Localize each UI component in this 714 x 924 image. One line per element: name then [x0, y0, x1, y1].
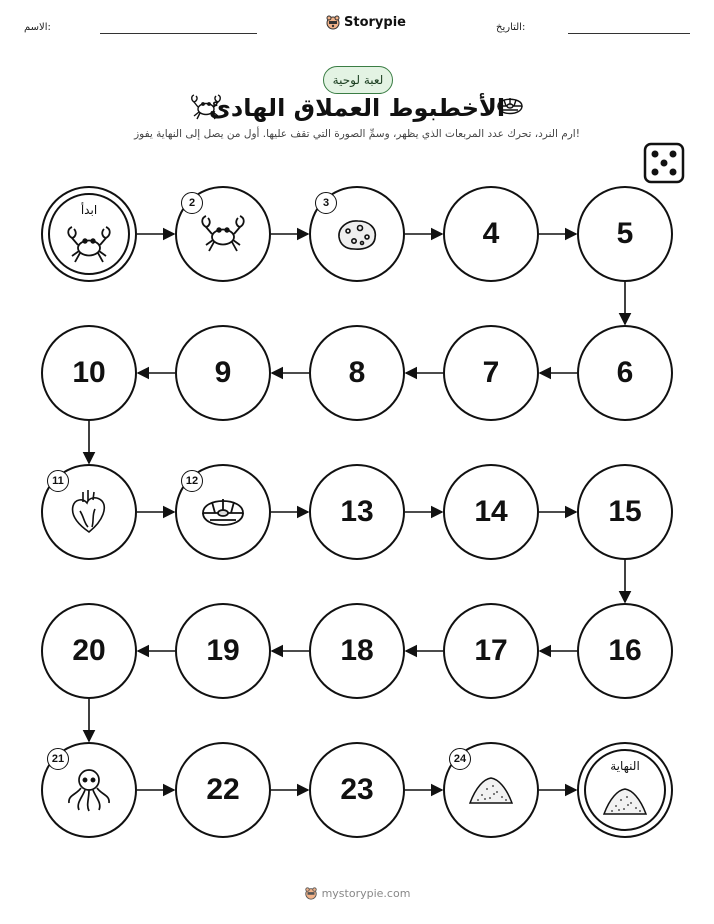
- board-cell-1: [41, 186, 137, 282]
- board-cell-21: [41, 742, 137, 838]
- clam-icon: [198, 487, 248, 537]
- board-cell-5: [577, 186, 673, 282]
- board-cell-7: [443, 325, 539, 421]
- octopus-icon: [64, 765, 114, 815]
- board-cell-4: [443, 186, 539, 282]
- cell-number-badge: 11: [47, 470, 69, 492]
- cell-number: 18: [340, 634, 374, 667]
- cell-number: 5: [616, 217, 634, 250]
- cell-number-badge: 2: [181, 192, 203, 214]
- board-cell-16: [577, 603, 673, 699]
- heart-icon: [64, 487, 114, 537]
- cell-number: 4: [482, 217, 500, 250]
- cell-number: 7: [482, 356, 500, 389]
- board-cell-20: [41, 603, 137, 699]
- sand-icon: [600, 776, 650, 826]
- board-cell-22: [175, 742, 271, 838]
- cell-number: 23: [340, 773, 374, 806]
- cell-number: 16: [608, 634, 642, 667]
- board-cell-11: [41, 464, 137, 560]
- cell-number: 10: [72, 356, 106, 389]
- rock-icon: [332, 209, 382, 259]
- footer: [0, 886, 714, 900]
- cell-number: 20: [72, 634, 106, 667]
- cell-number-badge: 24: [449, 748, 471, 770]
- board-cell-13: [309, 464, 405, 560]
- sand-icon: [466, 765, 516, 815]
- crab-icon: [198, 209, 248, 259]
- board-cell-17: [443, 603, 539, 699]
- board-cell-19: [175, 603, 271, 699]
- cell-number: 6: [616, 356, 634, 389]
- board-cell-3: [309, 186, 405, 282]
- cell-number: 19: [206, 634, 240, 667]
- cell-number: 22: [206, 773, 240, 806]
- board-cell-18: [309, 603, 405, 699]
- board-cell-14: [443, 464, 539, 560]
- cell-number-badge: 3: [315, 192, 337, 214]
- storypie-mascot-icon: [304, 886, 318, 900]
- name-label: الاسم:: [24, 22, 51, 33]
- board-cell-12: [175, 464, 271, 560]
- finish-label: النهاية: [610, 759, 640, 773]
- board-cell-10: [41, 325, 137, 421]
- game-type-badge: لعبة لوحية: [323, 66, 393, 94]
- board-cell-25: [577, 742, 673, 838]
- cell-number: 14: [474, 495, 508, 528]
- footer-url: mystorypie.com: [321, 886, 411, 900]
- board-cell-2: [175, 186, 271, 282]
- cell-number-badge: 21: [47, 748, 69, 770]
- brand-name: Storypie: [344, 14, 406, 30]
- cell-number: 9: [214, 356, 232, 389]
- board-cell-23: [309, 742, 405, 838]
- crab-icon: [64, 220, 114, 270]
- cell-number: 13: [340, 495, 374, 528]
- start-label: ابدأ: [80, 203, 98, 217]
- board-cell-9: [175, 325, 271, 421]
- board-cell-24: [443, 742, 539, 838]
- board-cell-8: [309, 325, 405, 421]
- board-cell-15: [577, 464, 673, 560]
- instructions-text: ارم النرد، تحرك عدد المربعات الذي يظهر، وسمِّ الصورة التي تقف عليها. أول من يصل إلى النهاية يفوز!: [134, 128, 580, 140]
- cell-number: 8: [348, 356, 366, 389]
- page-title: الأخطبوط العملاق الهادئ: [208, 94, 506, 122]
- cell-number: 15: [608, 495, 642, 528]
- cell-number-badge: 12: [181, 470, 203, 492]
- board-cell-6: [577, 325, 673, 421]
- cell-number: 17: [474, 634, 508, 667]
- date-label: التاريخ:: [496, 22, 526, 33]
